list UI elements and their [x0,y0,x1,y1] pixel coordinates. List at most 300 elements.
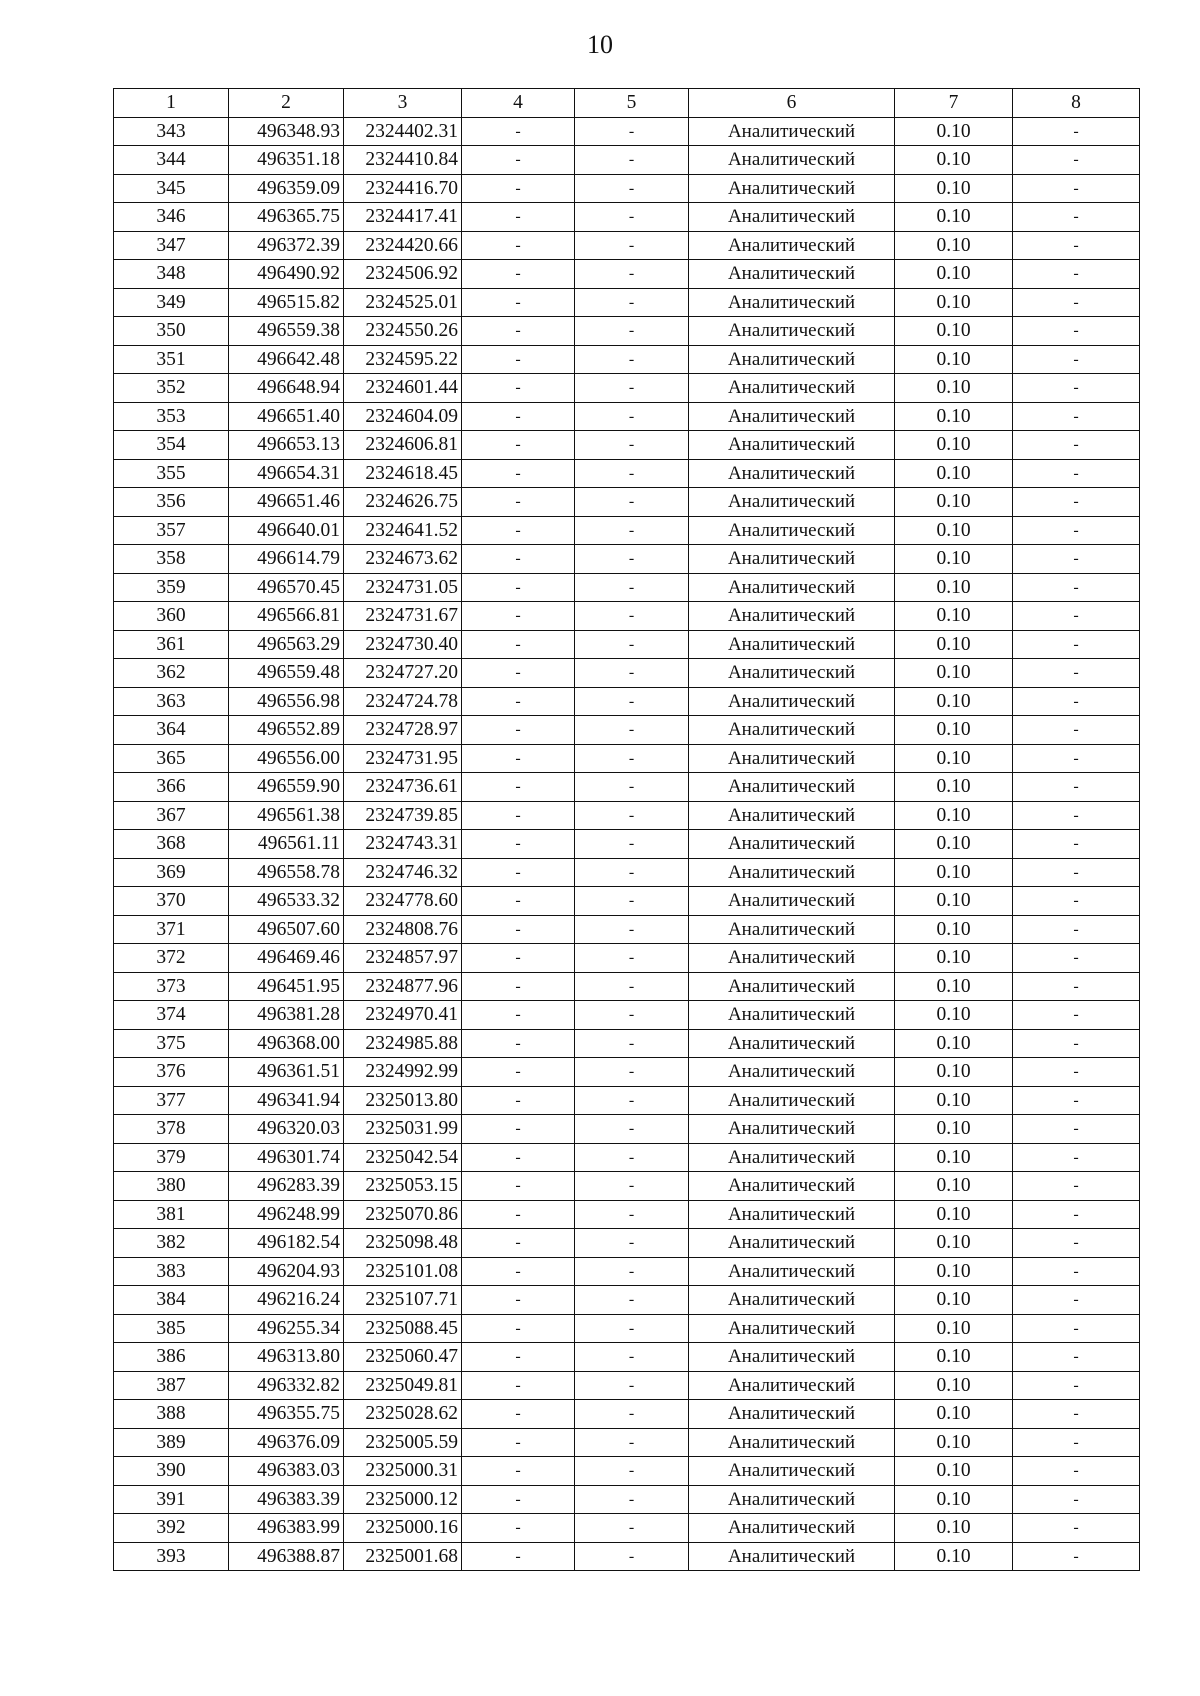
method-cell: Аналитический [689,1343,895,1372]
column-8-cell: - [1013,1514,1140,1543]
accuracy-cell: 0.10 [895,488,1013,517]
column-5-cell: - [575,146,689,175]
point-number-cell: 360 [114,602,229,631]
point-number-cell: 350 [114,317,229,346]
column-8-cell: - [1013,1086,1140,1115]
method-cell: Аналитический [689,716,895,745]
column-8-cell: - [1013,516,1140,545]
table-row [114,830,1140,859]
column-4-cell: - [462,830,575,859]
column-8-cell: - [1013,203,1140,232]
column-5-cell: - [575,1200,689,1229]
accuracy-cell: 0.10 [895,887,1013,916]
y-coordinate-cell: 2324743.31 [344,830,462,859]
accuracy-cell: 0.10 [895,146,1013,175]
column-8-cell: - [1013,659,1140,688]
point-number-cell: 346 [114,203,229,232]
column-8-cell: - [1013,459,1140,488]
table-row [114,972,1140,1001]
method-cell: Аналитический [689,1172,895,1201]
method-cell: Аналитический [689,1485,895,1514]
x-coordinate-cell: 496642.48 [229,345,344,374]
column-4-cell: - [462,1172,575,1201]
column-4-cell: - [462,174,575,203]
accuracy-cell: 0.10 [895,915,1013,944]
column-8-cell: - [1013,288,1140,317]
column-5-cell: - [575,203,689,232]
method-cell: Аналитический [689,288,895,317]
y-coordinate-cell: 2325107.71 [344,1286,462,1315]
table-row [114,1314,1140,1343]
x-coordinate-cell: 496388.87 [229,1542,344,1571]
y-coordinate-cell: 2324525.01 [344,288,462,317]
coordinates-table [113,88,1140,1571]
column-8-cell: - [1013,345,1140,374]
column-8-cell: - [1013,915,1140,944]
point-number-cell: 370 [114,887,229,916]
column-4-cell: - [462,659,575,688]
point-number-cell: 371 [114,915,229,944]
point-number-cell: 347 [114,231,229,260]
table-row [114,801,1140,830]
x-coordinate-cell: 496651.46 [229,488,344,517]
table-row [114,687,1140,716]
table-row [114,944,1140,973]
method-cell: Аналитический [689,773,895,802]
accuracy-cell: 0.10 [895,1286,1013,1315]
point-number-cell: 386 [114,1343,229,1372]
method-cell: Аналитический [689,1371,895,1400]
column-4-cell: - [462,944,575,973]
table-row [114,1428,1140,1457]
y-coordinate-cell: 2324417.41 [344,203,462,232]
accuracy-cell: 0.10 [895,1029,1013,1058]
column-4-cell: - [462,374,575,403]
method-cell: Аналитический [689,830,895,859]
point-number-cell: 369 [114,858,229,887]
accuracy-cell: 0.10 [895,459,1013,488]
point-number-cell: 384 [114,1286,229,1315]
x-coordinate-cell: 496381.28 [229,1001,344,1030]
x-coordinate-cell: 496332.82 [229,1371,344,1400]
column-header-1: 1 [114,89,229,118]
point-number-cell: 372 [114,944,229,973]
column-8-cell: - [1013,1172,1140,1201]
method-cell: Аналитический [689,203,895,232]
table-row [114,602,1140,631]
table-row [114,231,1140,260]
x-coordinate-cell: 496570.45 [229,573,344,602]
header-row [114,89,1140,118]
column-4-cell: - [462,402,575,431]
point-number-cell: 364 [114,716,229,745]
x-coordinate-cell: 496372.39 [229,231,344,260]
method-cell: Аналитический [689,1115,895,1144]
table-row [114,117,1140,146]
table-row [114,1058,1140,1087]
column-5-cell: - [575,972,689,1001]
table-header [114,89,1140,118]
point-number-cell: 388 [114,1400,229,1429]
accuracy-cell: 0.10 [895,801,1013,830]
method-cell: Аналитический [689,1143,895,1172]
column-5-cell: - [575,374,689,403]
table-row [114,1143,1140,1172]
table-body [114,117,1140,1571]
y-coordinate-cell: 2325098.48 [344,1229,462,1258]
y-coordinate-cell: 2324606.81 [344,431,462,460]
y-coordinate-cell: 2324727.20 [344,659,462,688]
accuracy-cell: 0.10 [895,231,1013,260]
column-4-cell: - [462,1428,575,1457]
x-coordinate-cell: 496182.54 [229,1229,344,1258]
column-8-cell: - [1013,1400,1140,1429]
method-cell: Аналитический [689,1400,895,1429]
column-5-cell: - [575,1086,689,1115]
column-4-cell: - [462,1485,575,1514]
column-8-cell: - [1013,260,1140,289]
accuracy-cell: 0.10 [895,1542,1013,1571]
table-row [114,1086,1140,1115]
y-coordinate-cell: 2325060.47 [344,1343,462,1372]
column-4-cell: - [462,1229,575,1258]
point-number-cell: 389 [114,1428,229,1457]
y-coordinate-cell: 2324641.52 [344,516,462,545]
method-cell: Аналитический [689,1314,895,1343]
column-8-cell: - [1013,1343,1140,1372]
table-row [114,1257,1140,1286]
point-number-cell: 363 [114,687,229,716]
column-5-cell: - [575,317,689,346]
y-coordinate-cell: 2325001.68 [344,1542,462,1571]
method-cell: Аналитический [689,402,895,431]
column-5-cell: - [575,630,689,659]
column-4-cell: - [462,345,575,374]
column-5-cell: - [575,887,689,916]
y-coordinate-cell: 2325000.16 [344,1514,462,1543]
y-coordinate-cell: 2324808.76 [344,915,462,944]
column-4-cell: - [462,972,575,1001]
table-row [114,1115,1140,1144]
column-4-cell: - [462,1514,575,1543]
accuracy-cell: 0.10 [895,687,1013,716]
table-row [114,459,1140,488]
column-5-cell: - [575,1485,689,1514]
column-8-cell: - [1013,1542,1140,1571]
x-coordinate-cell: 496365.75 [229,203,344,232]
accuracy-cell: 0.10 [895,944,1013,973]
y-coordinate-cell: 2324731.67 [344,602,462,631]
method-cell: Аналитический [689,1029,895,1058]
column-5-cell: - [575,773,689,802]
accuracy-cell: 0.10 [895,431,1013,460]
x-coordinate-cell: 496558.78 [229,858,344,887]
column-4-cell: - [462,858,575,887]
y-coordinate-cell: 2324728.97 [344,716,462,745]
column-4-cell: - [462,1001,575,1030]
table-row [114,1485,1140,1514]
table-row [114,1457,1140,1486]
column-8-cell: - [1013,1001,1140,1030]
y-coordinate-cell: 2324420.66 [344,231,462,260]
point-number-cell: 362 [114,659,229,688]
column-8-cell: - [1013,1457,1140,1486]
table-row [114,1286,1140,1315]
column-5-cell: - [575,1542,689,1571]
point-number-cell: 387 [114,1371,229,1400]
column-8-cell: - [1013,1314,1140,1343]
y-coordinate-cell: 2324550.26 [344,317,462,346]
column-5-cell: - [575,1229,689,1258]
y-coordinate-cell: 2324731.05 [344,573,462,602]
point-number-cell: 344 [114,146,229,175]
x-coordinate-cell: 496559.48 [229,659,344,688]
accuracy-cell: 0.10 [895,1143,1013,1172]
column-4-cell: - [462,1115,575,1144]
accuracy-cell: 0.10 [895,1371,1013,1400]
point-number-cell: 352 [114,374,229,403]
column-8-cell: - [1013,716,1140,745]
table-row [114,345,1140,374]
accuracy-cell: 0.10 [895,1229,1013,1258]
column-4-cell: - [462,744,575,773]
accuracy-cell: 0.10 [895,830,1013,859]
column-4-cell: - [462,1200,575,1229]
x-coordinate-cell: 496552.89 [229,716,344,745]
column-5-cell: - [575,402,689,431]
point-number-cell: 351 [114,345,229,374]
x-coordinate-cell: 496640.01 [229,516,344,545]
y-coordinate-cell: 2324877.96 [344,972,462,1001]
accuracy-cell: 0.10 [895,573,1013,602]
y-coordinate-cell: 2324595.22 [344,345,462,374]
x-coordinate-cell: 496348.93 [229,117,344,146]
column-8-cell: - [1013,830,1140,859]
column-5-cell: - [575,1286,689,1315]
column-4-cell: - [462,602,575,631]
accuracy-cell: 0.10 [895,1428,1013,1457]
table-row [114,146,1140,175]
column-5-cell: - [575,459,689,488]
column-5-cell: - [575,1428,689,1457]
table-row [114,773,1140,802]
column-4-cell: - [462,1400,575,1429]
column-5-cell: - [575,915,689,944]
accuracy-cell: 0.10 [895,1400,1013,1429]
column-4-cell: - [462,1343,575,1372]
method-cell: Аналитический [689,1229,895,1258]
y-coordinate-cell: 2324626.75 [344,488,462,517]
method-cell: Аналитический [689,459,895,488]
accuracy-cell: 0.10 [895,203,1013,232]
table-row [114,1172,1140,1201]
point-number-cell: 356 [114,488,229,517]
x-coordinate-cell: 496204.93 [229,1257,344,1286]
column-5-cell: - [575,488,689,517]
y-coordinate-cell: 2324731.95 [344,744,462,773]
column-5-cell: - [575,1371,689,1400]
table-row [114,1229,1140,1258]
column-4-cell: - [462,1058,575,1087]
y-coordinate-cell: 2324992.99 [344,1058,462,1087]
accuracy-cell: 0.10 [895,1172,1013,1201]
column-4-cell: - [462,716,575,745]
table-row [114,1514,1140,1543]
method-cell: Аналитический [689,1542,895,1571]
column-5-cell: - [575,744,689,773]
accuracy-cell: 0.10 [895,1514,1013,1543]
y-coordinate-cell: 2325088.45 [344,1314,462,1343]
column-5-cell: - [575,659,689,688]
method-cell: Аналитический [689,1428,895,1457]
accuracy-cell: 0.10 [895,858,1013,887]
method-cell: Аналитический [689,944,895,973]
table-row [114,858,1140,887]
table-row [114,1343,1140,1372]
method-cell: Аналитический [689,687,895,716]
x-coordinate-cell: 496376.09 [229,1428,344,1457]
accuracy-cell: 0.10 [895,345,1013,374]
y-coordinate-cell: 2324778.60 [344,887,462,916]
column-5-cell: - [575,1514,689,1543]
method-cell: Аналитический [689,1457,895,1486]
column-header-5: 5 [575,89,689,118]
y-coordinate-cell: 2325053.15 [344,1172,462,1201]
x-coordinate-cell: 496563.29 [229,630,344,659]
column-header-3: 3 [344,89,462,118]
method-cell: Аналитический [689,744,895,773]
point-number-cell: 377 [114,1086,229,1115]
column-4-cell: - [462,1457,575,1486]
column-4-cell: - [462,1286,575,1315]
y-coordinate-cell: 2325101.08 [344,1257,462,1286]
y-coordinate-cell: 2324618.45 [344,459,462,488]
column-8-cell: - [1013,1286,1140,1315]
column-header-7: 7 [895,89,1013,118]
point-number-cell: 375 [114,1029,229,1058]
column-header-4: 4 [462,89,575,118]
y-coordinate-cell: 2324402.31 [344,117,462,146]
x-coordinate-cell: 496515.82 [229,288,344,317]
point-number-cell: 365 [114,744,229,773]
accuracy-cell: 0.10 [895,1457,1013,1486]
column-8-cell: - [1013,174,1140,203]
x-coordinate-cell: 496561.38 [229,801,344,830]
column-8-cell: - [1013,1200,1140,1229]
x-coordinate-cell: 496320.03 [229,1115,344,1144]
column-8-cell: - [1013,1257,1140,1286]
point-number-cell: 354 [114,431,229,460]
x-coordinate-cell: 496355.75 [229,1400,344,1429]
table-row [114,1029,1140,1058]
accuracy-cell: 0.10 [895,1257,1013,1286]
point-number-cell: 367 [114,801,229,830]
column-4-cell: - [462,1029,575,1058]
x-coordinate-cell: 496301.74 [229,1143,344,1172]
column-5-cell: - [575,573,689,602]
column-5-cell: - [575,687,689,716]
column-8-cell: - [1013,231,1140,260]
x-coordinate-cell: 496368.00 [229,1029,344,1058]
point-number-cell: 385 [114,1314,229,1343]
y-coordinate-cell: 2325013.80 [344,1086,462,1115]
method-cell: Аналитический [689,374,895,403]
method-cell: Аналитический [689,260,895,289]
column-5-cell: - [575,944,689,973]
accuracy-cell: 0.10 [895,716,1013,745]
table-row [114,1200,1140,1229]
x-coordinate-cell: 496313.80 [229,1343,344,1372]
column-5-cell: - [575,1001,689,1030]
column-4-cell: - [462,488,575,517]
table-row [114,203,1140,232]
column-header-8: 8 [1013,89,1140,118]
x-coordinate-cell: 496648.94 [229,374,344,403]
accuracy-cell: 0.10 [895,1115,1013,1144]
point-number-cell: 368 [114,830,229,859]
y-coordinate-cell: 2324985.88 [344,1029,462,1058]
method-cell: Аналитический [689,174,895,203]
y-coordinate-cell: 2324857.97 [344,944,462,973]
accuracy-cell: 0.10 [895,260,1013,289]
y-coordinate-cell: 2324410.84 [344,146,462,175]
table-row [114,260,1140,289]
column-5-cell: - [575,1115,689,1144]
column-5-cell: - [575,1029,689,1058]
column-8-cell: - [1013,773,1140,802]
column-5-cell: - [575,231,689,260]
column-8-cell: - [1013,602,1140,631]
x-coordinate-cell: 496359.09 [229,174,344,203]
point-number-cell: 376 [114,1058,229,1087]
column-5-cell: - [575,260,689,289]
point-number-cell: 343 [114,117,229,146]
y-coordinate-cell: 2325070.86 [344,1200,462,1229]
accuracy-cell: 0.10 [895,1200,1013,1229]
column-8-cell: - [1013,744,1140,773]
column-header-2: 2 [229,89,344,118]
column-4-cell: - [462,573,575,602]
table-row [114,744,1140,773]
column-5-cell: - [575,830,689,859]
table-row [114,488,1140,517]
column-4-cell: - [462,1371,575,1400]
column-8-cell: - [1013,858,1140,887]
column-4-cell: - [462,146,575,175]
y-coordinate-cell: 2324506.92 [344,260,462,289]
x-coordinate-cell: 496255.34 [229,1314,344,1343]
column-8-cell: - [1013,1058,1140,1087]
point-number-cell: 390 [114,1457,229,1486]
table-row [114,716,1140,745]
y-coordinate-cell: 2324416.70 [344,174,462,203]
column-5-cell: - [575,1257,689,1286]
method-cell: Аналитический [689,1001,895,1030]
x-coordinate-cell: 496248.99 [229,1200,344,1229]
table-row [114,431,1140,460]
column-5-cell: - [575,1058,689,1087]
method-cell: Аналитический [689,1286,895,1315]
x-coordinate-cell: 496653.13 [229,431,344,460]
column-5-cell: - [575,117,689,146]
column-4-cell: - [462,1314,575,1343]
column-4-cell: - [462,687,575,716]
y-coordinate-cell: 2325028.62 [344,1400,462,1429]
method-cell: Аналитический [689,659,895,688]
method-cell: Аналитический [689,602,895,631]
method-cell: Аналитический [689,858,895,887]
x-coordinate-cell: 496383.99 [229,1514,344,1543]
